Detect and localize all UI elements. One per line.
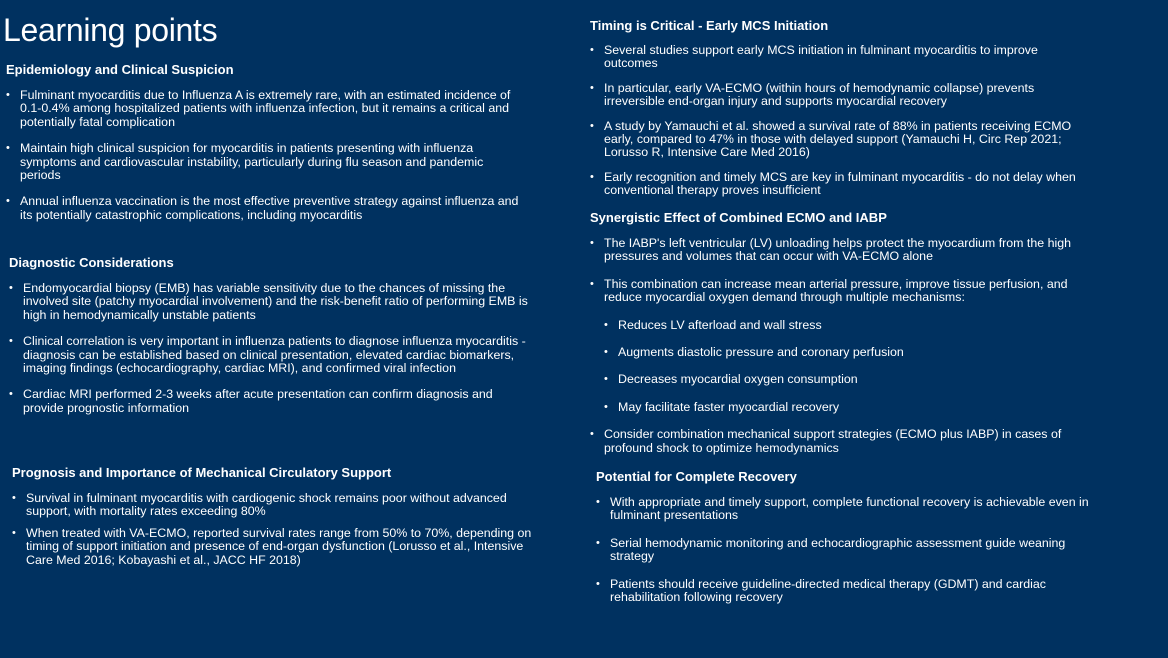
sub-list-item: • Augments diastolic pressure and coronary perfusion	[604, 346, 1090, 359]
list-item: • When treated with VA-ECMO, reported survival rates range from 50% to 70%, depending on timing of support initiation and presence of end-organ dysfunction (Lorusso et al., Intensive Care Med 2016; Kobayashi et al., JACC HF 2018)	[12, 527, 532, 567]
sub-list-item: • Reduces LV afterload and wall stress	[604, 319, 1090, 332]
list-item: • With appropriate and timely support, complete functional recovery is achievable even in fulminant presentations	[596, 496, 1096, 523]
bullet-list	[9, 282, 529, 415]
page-title: Learning points	[3, 12, 218, 48]
list-item: • In particular, early VA-ECMO (within hours of hemodynamic collapse) prevents irreversible end-organ injury and supports myocardial recovery	[590, 82, 1090, 109]
sub-list-item: • Decreases myocardial oxygen consumption	[604, 373, 1090, 386]
list-item: • Consider combination mechanical support strategies (ECMO plus IABP) in cases of profound shock to optimize hemodynamics	[590, 428, 1090, 455]
bullet-list	[12, 492, 532, 567]
section-epidemiology	[6, 62, 526, 235]
bullet-list	[590, 237, 1090, 455]
bullet-list	[6, 89, 526, 222]
section-heading: Diagnostic Considerations	[9, 255, 174, 270]
list-item: • Clinical correlation is very important in influenza patients to diagnose influenza myocarditis - diagnosis can be established based on clinical presentation, elevated cardiac biomarkers, imaging findings (echocardiography, cardiac MRI), and confirmed viral infection	[9, 335, 529, 375]
section-recovery	[596, 469, 1096, 618]
list-item: • Maintain high clinical suspicion for myocarditis in patients presenting with influenza symptoms and cardiovascular instability, particularly during flu season and pandemic periods	[6, 142, 526, 182]
section-heading: Timing is Critical - Early MCS Initiation	[590, 18, 829, 33]
sub-list-item: • May facilitate faster myocardial recovery	[604, 401, 1090, 414]
list-item: • The IABP's left ventricular (LV) unloading helps protect the myocardium from the high pressures and volumes that can occur with VA-ECMO alone	[590, 237, 1090, 264]
list-item: • Annual influenza vaccination is the most effective preventive strategy against influenza and its potentially catastrophic complications, including myocarditis	[6, 195, 526, 222]
list-item: • Cardiac MRI performed 2-3 weeks after acute presentation can confirm diagnosis and provide prognostic information	[9, 388, 529, 415]
section-heading: Prognosis and Importance of Mechanical Circulatory Support	[12, 465, 392, 480]
section-heading: Potential for Complete Recovery	[596, 469, 797, 484]
section-synergistic	[590, 210, 1090, 469]
section-heading: Synergistic Effect of Combined ECMO and IABP	[590, 210, 887, 225]
list-item: • Serial hemodynamic monitoring and echocardiographic assessment guide weaning strategy	[596, 537, 1096, 564]
list-item: • Early recognition and timely MCS are key in fulminant myocarditis - do not delay when conventional therapy proves insufficient	[590, 171, 1090, 198]
list-item: • A study by Yamauchi et al. showed a survival rate of 88% in patients receiving ECMO early, compared to 47% in those with delayed support (Yamauchi H, Circ Rep 2021; Lorusso R, Intensive Care Med 2016)	[590, 120, 1090, 160]
list-item: • Patients should receive guideline-directed medical therapy (GDMT) and cardiac rehabilitation following recovery	[596, 578, 1096, 605]
list-item: • Several studies support early MCS initiation in fulminant myocarditis to improve outcomes	[590, 44, 1090, 71]
bullet-list	[596, 496, 1096, 604]
bullet-list	[590, 44, 1090, 198]
list-item: • Endomyocardial biopsy (EMB) has variable sensitivity due to the chances of missing the involved site (patchy myocardial involvement) and the risk-benefit ratio of performing EMB is high in hemodynamically unstable patients	[9, 282, 529, 322]
section-timing	[590, 18, 1090, 209]
section-diagnostic	[9, 255, 529, 428]
list-item: • Fulminant myocarditis due to Influenza A is extremely rare, with an estimated incidence of 0.1-0.4% among hospitalized patients with influenza infection, but it remains a critical and potentially fatal complication	[6, 89, 526, 129]
list-item: • This combination can increase mean arterial pressure, improve tissue perfusion, and reduce myocardial oxygen demand through multiple mechanisms:	[590, 278, 1090, 305]
section-prognosis	[12, 465, 532, 575]
list-item: • Survival in fulminant myocarditis with cardiogenic shock remains poor without advanced support, with mortality rates exceeding 80%	[12, 492, 532, 519]
section-heading: Epidemiology and Clinical Suspicion	[6, 62, 234, 77]
